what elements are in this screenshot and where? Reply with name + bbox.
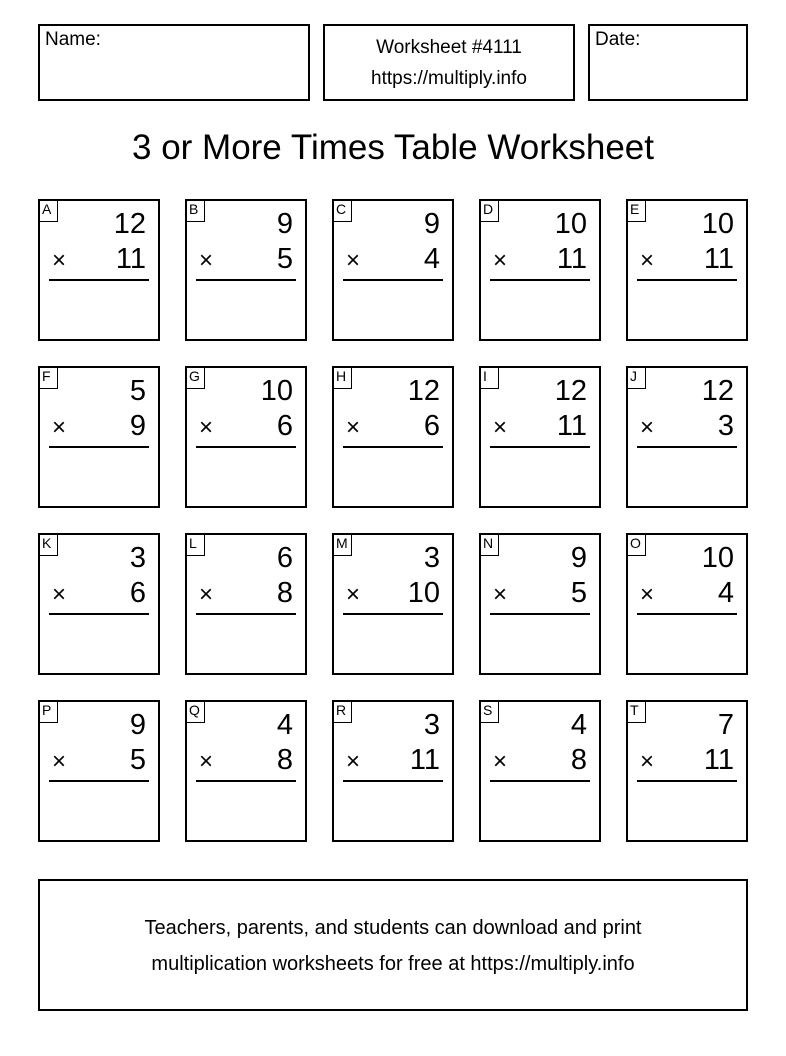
answer-rule <box>196 446 296 448</box>
answer-rule <box>196 780 296 782</box>
problem-letter: R <box>332 700 352 723</box>
footer-line-1: Teachers, parents, and students can download and print <box>144 917 642 939</box>
problem-letter: P <box>38 700 58 723</box>
problem-letter: E <box>626 199 646 222</box>
times-sign: × <box>640 247 655 274</box>
problem-card <box>626 199 748 341</box>
footer-line-2: multiplication worksheets for free at https://multiply.info <box>151 953 635 975</box>
problem-letter: H <box>332 366 352 389</box>
date-box <box>588 24 748 101</box>
multiplier: 6 <box>423 410 440 442</box>
multiplicand: 9 <box>276 208 293 240</box>
multiplicand: 3 <box>423 542 440 574</box>
problem-card <box>479 366 601 508</box>
multiplicand: 12 <box>407 375 440 407</box>
answer-rule <box>196 613 296 615</box>
multiplicand: 10 <box>554 208 587 240</box>
problem-card <box>38 366 160 508</box>
name-box <box>38 24 310 101</box>
problem-letter: N <box>479 533 499 556</box>
times-sign: × <box>199 247 214 274</box>
page-title: 3 or More Times Table Worksheet <box>132 128 654 167</box>
multiplier: 8 <box>570 744 587 776</box>
problem-letter: I <box>479 366 499 389</box>
times-sign: × <box>493 581 508 608</box>
multiplicand: 4 <box>276 709 293 741</box>
times-sign: × <box>52 581 67 608</box>
answer-rule <box>49 780 149 782</box>
problem-letter: S <box>479 700 499 723</box>
answer-rule <box>343 279 443 281</box>
answer-rule <box>343 613 443 615</box>
multiplier: 10 <box>407 577 440 609</box>
problem-card <box>332 533 454 675</box>
problem-card <box>479 533 601 675</box>
problem-card <box>332 366 454 508</box>
multiplier: 8 <box>276 744 293 776</box>
problem-card <box>332 199 454 341</box>
site-url: https://multiply.info <box>371 68 527 89</box>
multiplier: 11 <box>556 410 587 442</box>
multiplier: 6 <box>129 577 146 609</box>
problem-letter: K <box>38 533 58 556</box>
worksheet-info-box <box>323 24 575 101</box>
times-sign: × <box>346 247 361 274</box>
multiplicand: 3 <box>423 709 440 741</box>
times-sign: × <box>199 748 214 775</box>
multiplicand: 9 <box>570 542 587 574</box>
multiplier: 5 <box>570 577 587 609</box>
multiplier: 11 <box>703 744 734 776</box>
multiplier: 11 <box>115 243 146 275</box>
multiplicand: 7 <box>717 709 734 741</box>
multiplicand: 10 <box>260 375 293 407</box>
multiplicand: 5 <box>129 375 146 407</box>
times-sign: × <box>640 414 655 441</box>
name-label: Name: <box>45 29 101 50</box>
times-sign: × <box>52 748 67 775</box>
answer-rule <box>49 279 149 281</box>
answer-rule <box>490 780 590 782</box>
times-sign: × <box>346 581 361 608</box>
problem-card <box>185 533 307 675</box>
problem-card <box>332 700 454 842</box>
problem-letter: T <box>626 700 646 723</box>
times-sign: × <box>346 414 361 441</box>
answer-rule <box>637 446 737 448</box>
times-sign: × <box>493 247 508 274</box>
multiplicand: 12 <box>554 375 587 407</box>
problem-letter: L <box>185 533 205 556</box>
multiplier: 9 <box>129 410 146 442</box>
problem-card <box>185 366 307 508</box>
multiplier: 4 <box>717 577 734 609</box>
times-sign: × <box>493 748 508 775</box>
multiplier: 11 <box>703 243 734 275</box>
problem-letter: Q <box>185 700 205 723</box>
answer-rule <box>196 279 296 281</box>
answer-rule <box>343 780 443 782</box>
answer-rule <box>637 780 737 782</box>
multiplicand: 4 <box>570 709 587 741</box>
answer-rule <box>49 613 149 615</box>
problem-letter: C <box>332 199 352 222</box>
problem-card <box>38 199 160 341</box>
problem-letter: B <box>185 199 205 222</box>
problem-card <box>185 700 307 842</box>
multiplicand: 9 <box>423 208 440 240</box>
multiplicand: 10 <box>701 542 734 574</box>
problem-card <box>626 700 748 842</box>
problem-letter: D <box>479 199 499 222</box>
multiplicand: 9 <box>129 709 146 741</box>
problem-letter: G <box>185 366 205 389</box>
multiplier: 6 <box>276 410 293 442</box>
problem-letter: M <box>332 533 352 556</box>
problem-card <box>626 366 748 508</box>
footer-box <box>38 879 748 1011</box>
multiplier: 4 <box>423 243 440 275</box>
date-label: Date: <box>595 29 641 50</box>
answer-rule <box>490 446 590 448</box>
problem-card <box>479 700 601 842</box>
times-sign: × <box>199 581 214 608</box>
multiplier: 5 <box>129 744 146 776</box>
multiplier: 5 <box>276 243 293 275</box>
times-sign: × <box>52 414 67 441</box>
problem-card <box>38 533 160 675</box>
times-sign: × <box>52 247 67 274</box>
times-sign: × <box>493 414 508 441</box>
times-sign: × <box>199 414 214 441</box>
multiplicand: 3 <box>129 542 146 574</box>
problem-card <box>626 533 748 675</box>
problem-letter: F <box>38 366 58 389</box>
problem-card <box>38 700 160 842</box>
problem-letter: J <box>626 366 646 389</box>
times-sign: × <box>346 748 361 775</box>
worksheet-number: Worksheet #4111 <box>376 37 522 58</box>
answer-rule <box>343 446 443 448</box>
answer-rule <box>637 279 737 281</box>
problem-card <box>185 199 307 341</box>
answer-rule <box>490 613 590 615</box>
multiplicand: 12 <box>113 208 146 240</box>
multiplier: 11 <box>556 243 587 275</box>
problem-letter: A <box>38 199 58 222</box>
problem-letter: O <box>626 533 646 556</box>
times-sign: × <box>640 581 655 608</box>
multiplier: 11 <box>409 744 440 776</box>
answer-rule <box>490 279 590 281</box>
multiplicand: 10 <box>701 208 734 240</box>
answer-rule <box>637 613 737 615</box>
answer-rule <box>49 446 149 448</box>
multiplier: 8 <box>276 577 293 609</box>
multiplicand: 12 <box>701 375 734 407</box>
times-sign: × <box>640 748 655 775</box>
multiplier: 3 <box>717 410 734 442</box>
problem-card <box>479 199 601 341</box>
multiplicand: 6 <box>276 542 293 574</box>
